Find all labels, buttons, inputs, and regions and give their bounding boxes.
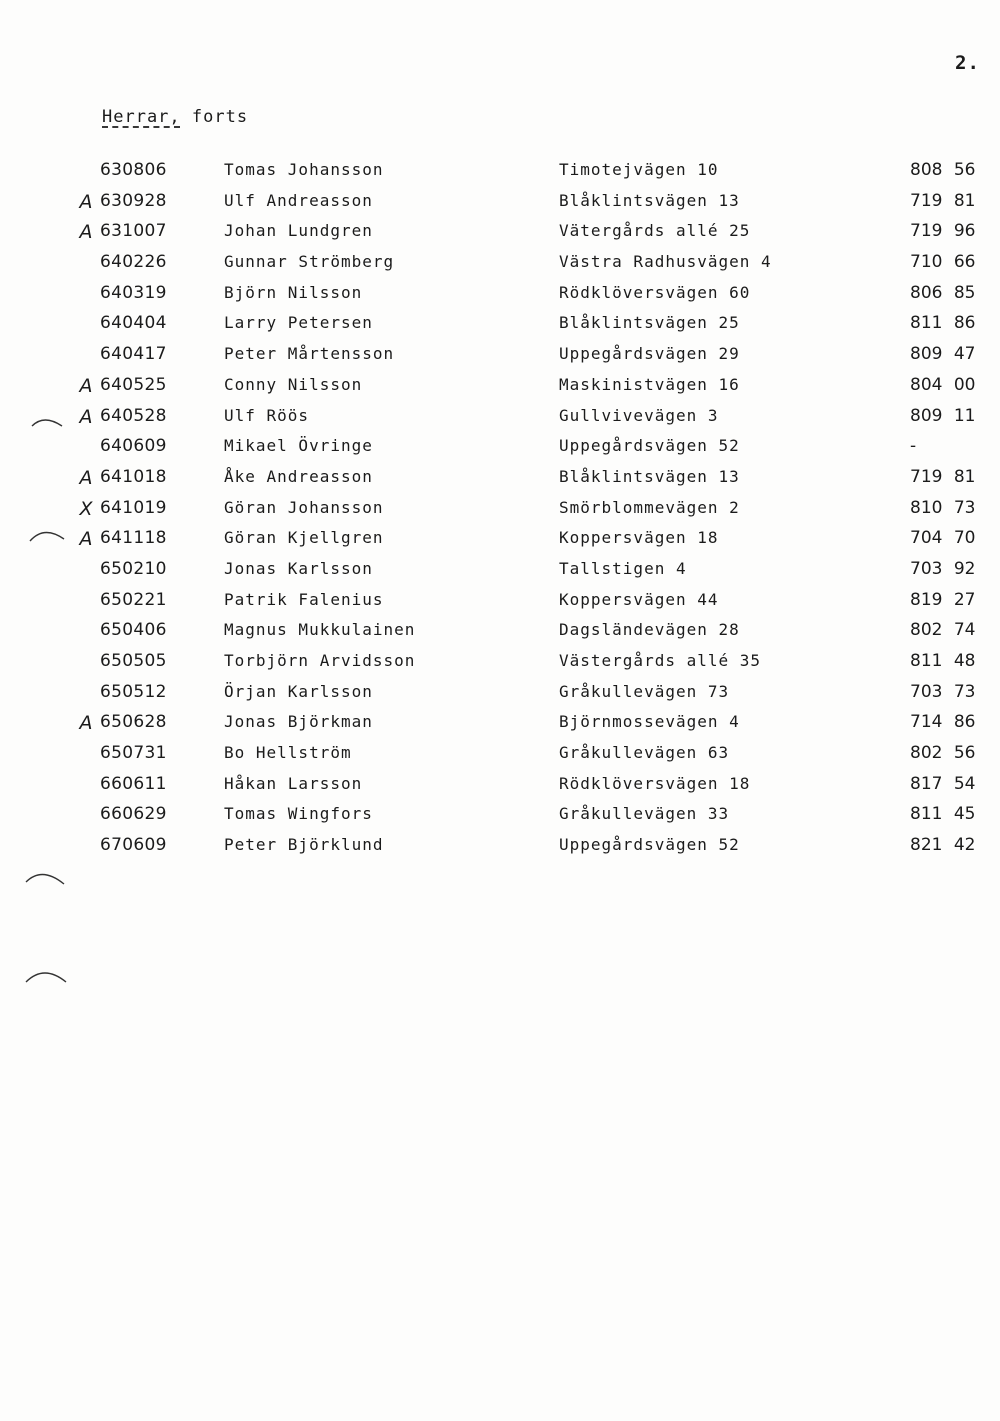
member-name: Ulf Röös bbox=[224, 405, 310, 425]
member-id: 640319 bbox=[100, 282, 167, 303]
member-id: 631007 bbox=[100, 221, 167, 242]
member-address: Timotejvägen 10 bbox=[559, 160, 719, 179]
list-item bbox=[0, 249, 1000, 280]
member-postal-code: 714 86 bbox=[910, 712, 976, 733]
member-postal-code: 802 56 bbox=[910, 743, 976, 764]
member-postal-code: 811 48 bbox=[910, 651, 976, 671]
member-name: Göran Johansson bbox=[224, 497, 384, 517]
member-postal-code: 719 96 bbox=[910, 221, 976, 242]
member-name: Johan Lundgren bbox=[224, 221, 373, 241]
member-name: Torbjörn Arvidsson bbox=[224, 651, 416, 670]
member-id: 641019 bbox=[100, 497, 167, 518]
member-postal-code: 719 81 bbox=[910, 466, 976, 487]
member-name: Patrik Falenius bbox=[224, 589, 384, 609]
member-address: Blåklintsvägen 13 bbox=[559, 466, 740, 486]
member-address: Gråkullevägen 33 bbox=[559, 804, 730, 824]
member-id: 640525 bbox=[100, 374, 167, 395]
member-postal-code: 802 74 bbox=[910, 620, 976, 641]
page-number: 2. bbox=[955, 52, 980, 74]
handwritten-mark: A bbox=[79, 221, 93, 244]
member-id: 630928 bbox=[100, 190, 167, 211]
handwritten-mark: X bbox=[79, 497, 93, 520]
list-item bbox=[0, 433, 1000, 464]
member-address: Gråkullevägen 63 bbox=[559, 743, 730, 763]
member-name: Jonas Karlsson bbox=[224, 558, 373, 578]
member-address: Maskinistvägen 16 bbox=[559, 374, 740, 394]
member-name: Björn Nilsson bbox=[224, 282, 363, 302]
member-address: Rödklöversvägen 18 bbox=[559, 773, 751, 793]
handwritten-mark: A bbox=[79, 712, 93, 735]
section-heading bbox=[102, 107, 248, 127]
heading-suffix: forts bbox=[191, 107, 249, 127]
member-id: 650505 bbox=[100, 651, 167, 671]
member-address: Koppersvägen 18 bbox=[559, 528, 719, 548]
list-item bbox=[0, 188, 1000, 219]
member-name: Larry Petersen bbox=[224, 313, 373, 333]
member-postal-code: 703 73 bbox=[910, 681, 976, 702]
member-id: 650628 bbox=[100, 712, 167, 733]
member-name: Tomas Wingfors bbox=[224, 804, 373, 824]
member-id: 640226 bbox=[100, 252, 167, 273]
member-address: Uppegårdsvägen 52 bbox=[559, 436, 740, 456]
member-postal-code: - bbox=[910, 436, 917, 457]
list-item bbox=[0, 648, 1000, 679]
list-item bbox=[0, 556, 1000, 587]
list-item bbox=[0, 740, 1000, 771]
list-item bbox=[0, 495, 1000, 526]
member-id: 640417 bbox=[100, 344, 167, 365]
list-item bbox=[0, 771, 1000, 802]
list-item bbox=[0, 310, 1000, 341]
member-postal-code: 817 54 bbox=[910, 773, 976, 794]
member-address: Västergårds allé 35 bbox=[559, 651, 762, 670]
member-id: 650512 bbox=[100, 681, 167, 702]
member-address: Västra Radhusvägen 4 bbox=[559, 252, 772, 272]
member-postal-code: 804 00 bbox=[910, 374, 976, 395]
member-name: Magnus Mukkulainen bbox=[224, 620, 416, 640]
member-postal-code: 821 42 bbox=[910, 835, 976, 856]
handwritten-mark: A bbox=[79, 405, 93, 428]
member-name: Jonas Björkman bbox=[224, 712, 373, 732]
member-postal-code: 810 73 bbox=[910, 497, 976, 518]
list-item bbox=[0, 280, 1000, 311]
member-name: Håkan Larsson bbox=[224, 773, 363, 793]
heading-title: Herrar, bbox=[102, 107, 181, 127]
list-item bbox=[0, 464, 1000, 495]
list-item bbox=[0, 403, 1000, 434]
member-address: Blåklintsvägen 13 bbox=[559, 190, 740, 210]
binder-mark-icon bbox=[18, 960, 68, 1000]
list-item bbox=[0, 617, 1000, 648]
member-name: Gunnar Strömberg bbox=[224, 252, 395, 272]
member-list bbox=[0, 157, 1000, 863]
member-name: Örjan Karlsson bbox=[224, 681, 373, 701]
handwritten-mark: A bbox=[79, 528, 93, 551]
member-address: Blåklintsvägen 25 bbox=[559, 313, 740, 333]
list-item bbox=[0, 525, 1000, 556]
list-item bbox=[0, 679, 1000, 710]
member-name: Conny Nilsson bbox=[224, 374, 363, 394]
member-postal-code: 819 27 bbox=[910, 589, 976, 610]
handwritten-mark: A bbox=[79, 374, 93, 397]
member-postal-code: 704 70 bbox=[910, 528, 976, 549]
member-name: Mikael Övringe bbox=[224, 436, 373, 456]
member-name: Åke Andreasson bbox=[224, 466, 373, 486]
member-name: Peter Björklund bbox=[224, 835, 384, 855]
member-postal-code: 811 45 bbox=[910, 804, 976, 825]
member-id: 670609 bbox=[100, 835, 167, 856]
list-item bbox=[0, 372, 1000, 403]
member-id: 630806 bbox=[100, 160, 167, 180]
member-postal-code: 710 66 bbox=[910, 252, 976, 273]
member-name: Peter Mårtensson bbox=[224, 344, 395, 364]
list-item bbox=[0, 341, 1000, 372]
member-address: Koppersvägen 44 bbox=[559, 589, 719, 609]
member-postal-code: 806 85 bbox=[910, 282, 976, 303]
list-item bbox=[0, 801, 1000, 832]
binder-mark-icon bbox=[18, 860, 68, 900]
member-name: Tomas Johansson bbox=[224, 160, 384, 179]
member-id: 660611 bbox=[100, 773, 167, 794]
member-address: Uppegårdsvägen 52 bbox=[559, 835, 740, 855]
member-id: 660629 bbox=[100, 804, 167, 825]
member-address: Smörblommevägen 2 bbox=[559, 497, 740, 517]
list-item bbox=[0, 218, 1000, 249]
list-item bbox=[0, 157, 1000, 188]
member-address: Björnmossevägen 4 bbox=[559, 712, 740, 732]
member-postal-code: 703 92 bbox=[910, 558, 976, 579]
member-address: Uppegårdsvägen 29 bbox=[559, 344, 740, 364]
list-item bbox=[0, 587, 1000, 618]
member-id: 640404 bbox=[100, 313, 167, 334]
member-name: Ulf Andreasson bbox=[224, 190, 373, 210]
member-id: 650731 bbox=[100, 743, 167, 764]
member-id: 650406 bbox=[100, 620, 167, 641]
member-postal-code: 809 47 bbox=[910, 344, 976, 365]
member-postal-code: 809 11 bbox=[910, 405, 976, 426]
member-id: 641018 bbox=[100, 466, 167, 487]
handwritten-mark: A bbox=[79, 190, 93, 213]
member-id: 640609 bbox=[100, 436, 167, 457]
member-address: Rödklöversvägen 60 bbox=[559, 282, 751, 302]
list-item bbox=[0, 832, 1000, 863]
member-address: Tallstigen 4 bbox=[559, 558, 687, 578]
member-postal-code: 719 81 bbox=[910, 190, 976, 211]
member-address: Gullvivevägen 3 bbox=[559, 405, 719, 425]
handwritten-mark: A bbox=[79, 466, 93, 489]
member-id: 641118 bbox=[100, 528, 167, 549]
member-id: 640528 bbox=[100, 405, 167, 426]
member-id: 650210 bbox=[100, 558, 167, 579]
member-address: Dagsländevägen 28 bbox=[559, 620, 740, 640]
member-id: 650221 bbox=[100, 589, 167, 610]
list-item bbox=[0, 709, 1000, 740]
member-address: Vätergårds allé 25 bbox=[559, 221, 751, 241]
member-address: Gråkullevägen 73 bbox=[559, 681, 730, 701]
member-postal-code: 808 56 bbox=[910, 160, 976, 180]
member-name: Bo Hellström bbox=[224, 743, 352, 763]
member-name: Göran Kjellgren bbox=[224, 528, 384, 548]
member-postal-code: 811 86 bbox=[910, 313, 976, 334]
